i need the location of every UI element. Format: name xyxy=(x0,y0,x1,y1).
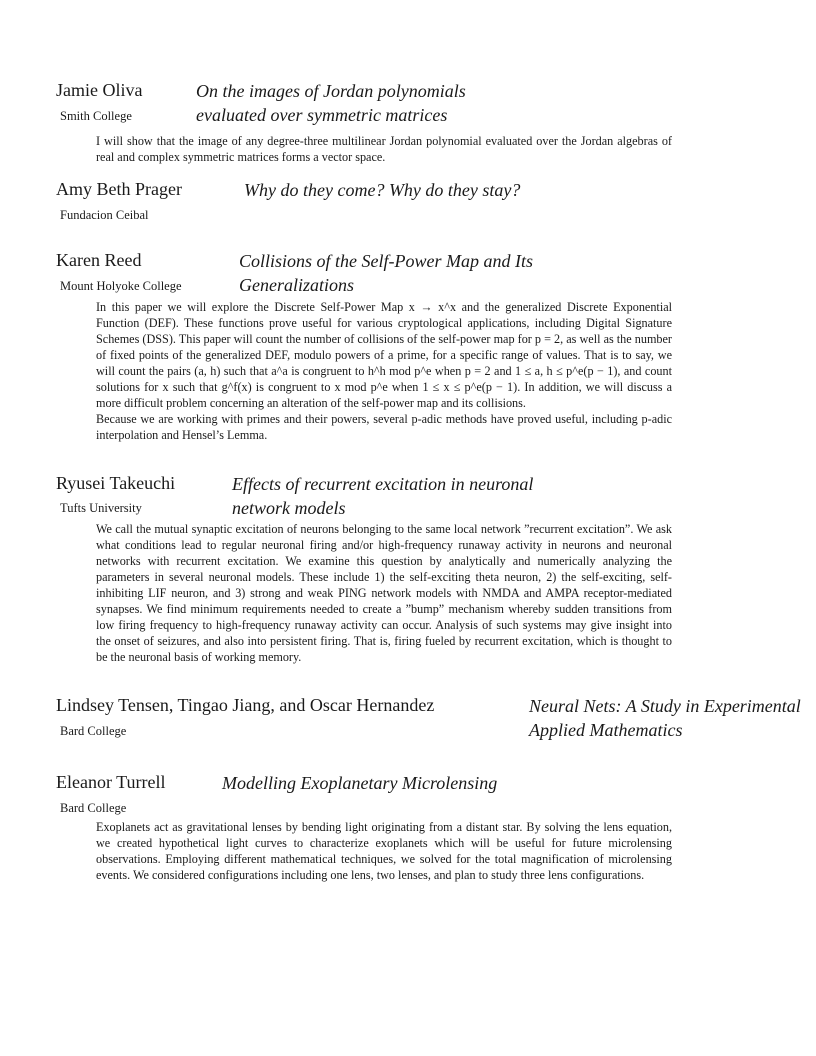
talk-title-line: Collisions of the Self-Power Map and Its xyxy=(239,251,533,271)
abstract-paragraph: Exoplanets act as gravitational lenses by bending light originating from a distant star. By solving the lens equation, we created hypothetical light curves to characterize exoplanets which will be useful for future microlensing observations. Employing different mathematical techniques, we solved for the total magnification of microlensing events. We considered configurations including one lens, two lenses, and plan to study three lens configurations. xyxy=(96,820,672,882)
talk-title-line: On the images of Jordan polynomials xyxy=(196,81,466,101)
abstract xyxy=(96,133,672,165)
talk-title-line: Neural Nets: A Study in Experimental xyxy=(529,696,801,716)
author-name: Ryusei Takeuchi xyxy=(56,473,176,493)
author-name: Karen Reed xyxy=(56,250,142,270)
author-name: Jamie Oliva xyxy=(56,80,143,100)
abstract xyxy=(96,521,672,665)
abstract-paragraph: We call the mutual synaptic excitation of neurons belonging to the same local network ”recurrent excitation”. We ask what conditions lead to regular neuronal firing and/or high-frequency runaway activity in neurons and neuronal networks with recurrent excitation. We examine this question by analytically and numerically analyzing the parameters in several neuronal models. These include 1) the self-exciting theta neuron, 2) the self-exciting, self-inhibiting LIF neuron, and 3) strong and weak PING network models with NMDA and AMPA receptor-mediated synapses. We find minimum requirements needed to create a ”bump” mechanism whereby sudden transitions from low firing frequency to high-frequency runaway activity can occur. Analysis of such systems may give insight into the onset of seizures, and also into persistent firing. That is, firing fueled by recurrent excitation, which is thought to be the neuronal basis of working memory. xyxy=(96,522,672,664)
abstract-paragraph: I will show that the image of any degree-three multilinear Jordan polynomial evaluated over the Jordan algebras of real and complex symmetric matrices forms a vector space. xyxy=(96,134,672,164)
author-affiliation: Bard College xyxy=(60,801,127,815)
talk-title-line: Why do they come? Why do they stay? xyxy=(244,180,521,200)
talk-title-line: Applied Mathematics xyxy=(529,720,683,740)
author-affiliation: Bard College xyxy=(60,724,127,738)
author-name: Amy Beth Prager xyxy=(56,179,182,199)
abstract-paragraph: Because we are working with primes and their powers, several p-adic methods have proved useful, including p-adic interpolation and Hensel’s Lemma. xyxy=(96,412,672,442)
author-affiliation: Tufts University xyxy=(60,501,142,515)
talk-title-line: Generalizations xyxy=(239,275,354,295)
talk-title-line: Effects of recurrent excitation in neuronal xyxy=(232,474,534,494)
author-affiliation: Mount Holyoke College xyxy=(60,279,182,293)
abstract xyxy=(96,299,672,443)
author-name: Eleanor Turrell xyxy=(56,772,166,792)
talk-title-line: network models xyxy=(232,498,346,518)
talk-title-line: evaluated over symmetric matrices xyxy=(196,105,448,125)
abstract-paragraph: In this paper we will explore the Discrete Self-Power Map x → x^x and the generalized Discrete Exponential Function (DEF). These functions prove useful for various cryptological applications, including Digital Signature Schemes (DSS). This paper will count the number of collisions of the self-power map for p = 2, as well as the number of fixed points of the generalized DEF, modulo powers of a prime, for a specific range of values. That is to say, we will count the pairs (a, h) such that a^a is congruent to h^h mod p^e when p = 2 and 1 ≤ a, h ≤ p^e(p − 1), and count solutions for x such that g^f(x) is congruent to x mod p^e when 1 ≤ x ≤ p^e(p − 1). In addition, we will discuss a more difficult problem concerning an alteration of the self-power map and its collisions. xyxy=(96,300,672,410)
talk-title-line: Modelling Exoplanetary Microlensing xyxy=(222,773,498,793)
author-affiliation: Fundacion Ceibal xyxy=(60,208,149,222)
author-affiliation: Smith College xyxy=(60,109,132,123)
abstract xyxy=(96,819,672,883)
author-name: Lindsey Tensen, Tingao Jiang, and Oscar Hernandez xyxy=(56,695,435,715)
